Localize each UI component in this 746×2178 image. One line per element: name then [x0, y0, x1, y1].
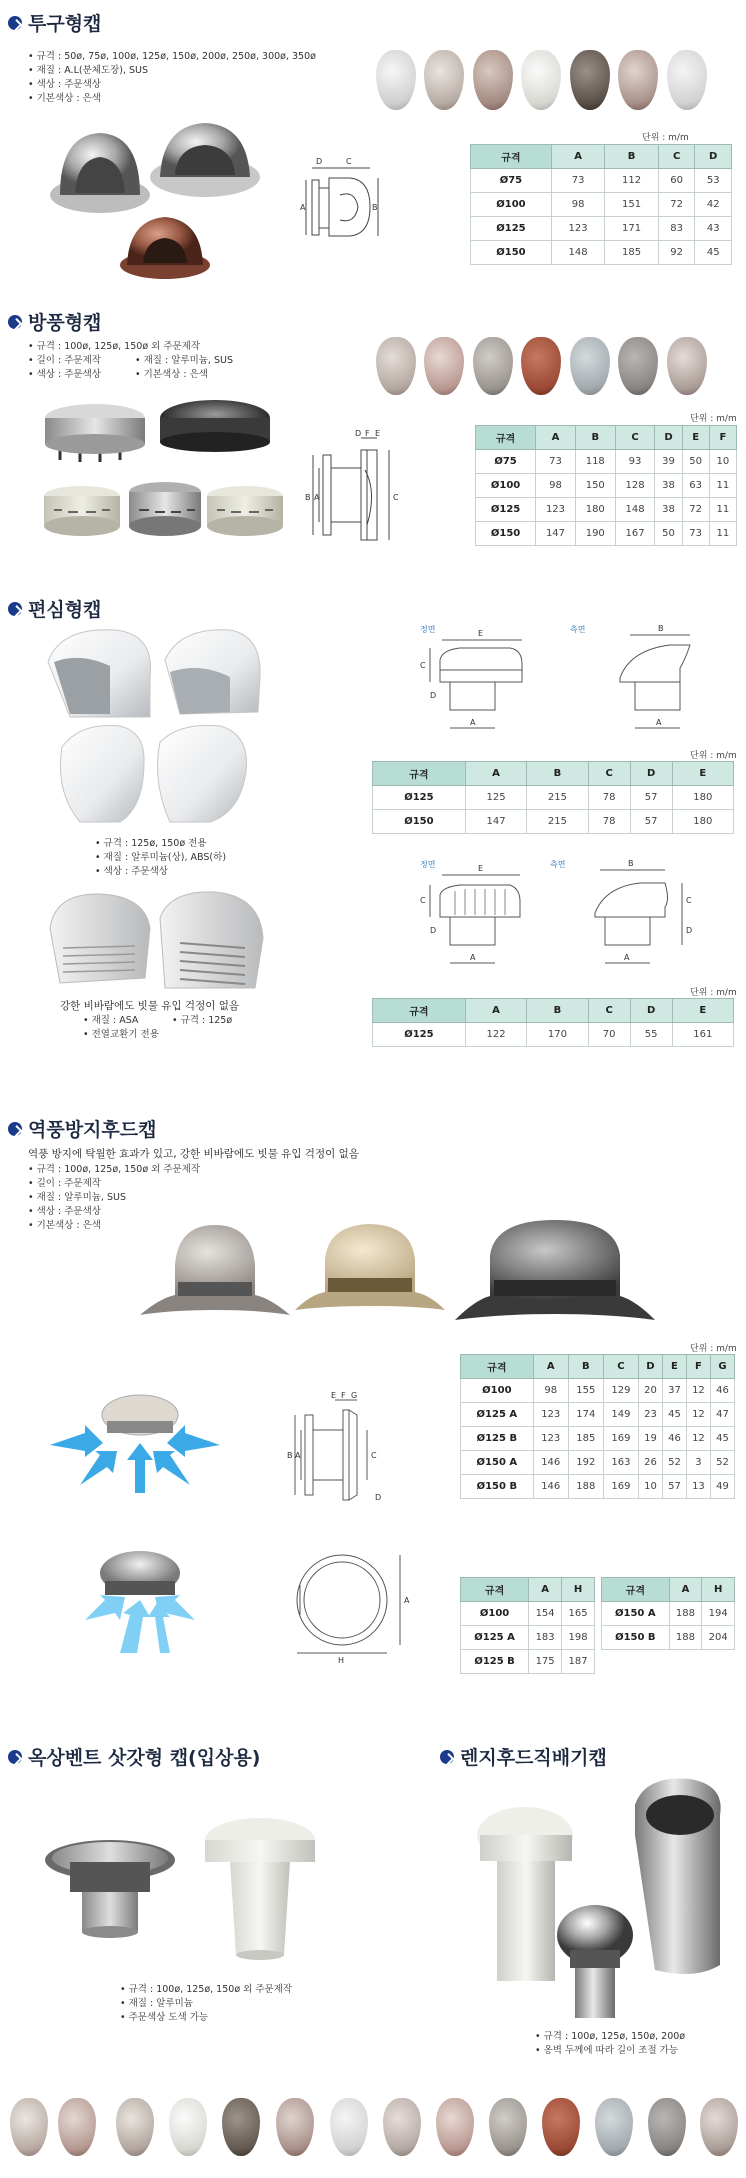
spec-bullets: • 규격 : 100ø, 125ø, 150ø, 200ø • 옹벽 두께에 따라 길이 조절 가능 — [535, 2031, 686, 2056]
table-cell: 190 — [575, 522, 615, 546]
table-header-cell: C — [588, 762, 630, 786]
section-title-backdraft-hood-cap: 역풍방지후드캡 — [8, 1115, 156, 1142]
table-header-cell: F — [686, 1355, 710, 1379]
table-cell: 123 — [536, 498, 576, 522]
table-cell: 78 — [588, 810, 630, 834]
spec-bullets-2-right: • 규격 : 125ø — [172, 1015, 233, 1026]
table-cell: 112 — [605, 169, 658, 193]
table-cell: 50 — [682, 450, 709, 474]
svg-text:B: B — [372, 203, 378, 212]
svg-text:C: C — [346, 157, 352, 166]
table-cell: 92 — [658, 241, 695, 265]
table-cell: 83 — [658, 217, 695, 241]
table-cell: Ø75 — [476, 450, 536, 474]
table-cell: 47 — [710, 1403, 734, 1427]
table-header-cell: D — [695, 145, 732, 169]
table-cell: 215 — [527, 786, 588, 810]
table-header-cell: G — [710, 1355, 734, 1379]
table-cell: 38 — [655, 474, 682, 498]
table-header-cell: 규격 — [373, 762, 466, 786]
spec-table-eccentric-1 — [372, 761, 734, 834]
table-cell: 26 — [638, 1451, 662, 1475]
table-row — [373, 786, 734, 810]
table-header-cell: A — [669, 1578, 702, 1602]
section-title-windproof-cap: 방풍형캡 — [8, 308, 101, 335]
table-header-cell: A — [529, 1578, 562, 1602]
spec-bullets: • 규격 : 100ø, 125ø, 150ø 외 주문제작 • 길이 : 주문제작 • 재질 : 알루미늄, SUS • 색상 : 주문색상 • 기본색상 : 은색 — [28, 1164, 201, 1231]
section-title-rooftop-vent-cap: 옥상벤트 삿갓형 캡(입상용) — [8, 1743, 261, 1770]
table-cell: 73 — [682, 522, 709, 546]
table-header-cell: B — [568, 1355, 603, 1379]
table-cell: 149 — [603, 1403, 638, 1427]
range-hood-cap-photo — [475, 1775, 745, 2025]
table-cell: 118 — [575, 450, 615, 474]
table-cell: 198 — [562, 1626, 595, 1650]
svg-text:A: A — [314, 493, 320, 502]
table-cell: 10 — [709, 450, 736, 474]
table-cell: 3 — [686, 1451, 710, 1475]
section-title-helmet-cap: 투구형캡 — [8, 9, 101, 36]
table-header-cell: D — [630, 762, 672, 786]
table-cell: Ø150 A — [461, 1451, 534, 1475]
intro-text: 역풍 방지에 탁월한 효과가 있고, 강한 비바람에도 빗물 유입 걱정이 없음 — [28, 1148, 359, 1160]
check-circle-icon — [8, 1122, 22, 1136]
table-cell: 60 — [658, 169, 695, 193]
table-cell: Ø100 — [461, 1379, 534, 1403]
table-header-cell: 규격 — [602, 1578, 670, 1602]
backdraft-hood-diagram-side — [275, 1390, 425, 1510]
svg-text:정면: 정면 — [420, 860, 436, 869]
table-cell: Ø125 B — [461, 1427, 534, 1451]
caption-text: 강한 비바람에도 빗물 유입 걱정이 없음 — [60, 1000, 239, 1012]
section-title-eccentric-cap: 편심형캡 — [8, 595, 101, 622]
svg-text:D: D — [686, 926, 693, 935]
table-cell: Ø150 B — [461, 1475, 534, 1499]
table-cell: 52 — [710, 1451, 734, 1475]
table-cell: 45 — [710, 1427, 734, 1451]
table-cell: 123 — [533, 1403, 568, 1427]
table-cell: 123 — [551, 217, 604, 241]
table-cell: Ø125 — [476, 498, 536, 522]
table-row — [602, 1626, 735, 1650]
table-row — [461, 1403, 735, 1427]
unit-label: 단위 : m/m — [690, 751, 737, 761]
table-cell: 73 — [551, 169, 604, 193]
svg-text:A: A — [656, 718, 662, 727]
table-row — [471, 217, 732, 241]
unit-label: 단위 : m/m — [690, 988, 737, 998]
table-cell: 175 — [529, 1650, 562, 1674]
table-cell: 72 — [682, 498, 709, 522]
table-cell: 50 — [655, 522, 682, 546]
spec-bullets-right: • 재질 : 알루미늄, SUS • 기본색상 : 은색 — [135, 355, 233, 380]
table-cell: 147 — [536, 522, 576, 546]
eccentric-cap-diagram-1 — [390, 620, 730, 740]
table-header-cell: 규격 — [461, 1578, 529, 1602]
check-circle-icon — [440, 1750, 454, 1764]
table-cell: Ø125 A — [461, 1626, 529, 1650]
table-cell: Ø150 — [476, 522, 536, 546]
table-cell: Ø75 — [471, 169, 552, 193]
svg-text:B: B — [628, 859, 634, 868]
windproof-cap-photo — [40, 398, 290, 563]
table-cell: 167 — [615, 522, 655, 546]
table-cell: 150 — [575, 474, 615, 498]
table-header-cell: F — [709, 426, 736, 450]
table-header-cell: A — [536, 426, 576, 450]
table-cell: 45 — [695, 241, 732, 265]
svg-text:A: A — [624, 953, 630, 962]
table-cell: 39 — [655, 450, 682, 474]
table-row — [476, 450, 737, 474]
table-cell: 185 — [605, 241, 658, 265]
eccentric-cap-diagram-2 — [390, 855, 730, 975]
backdraft-hood-diagram-front — [280, 1545, 430, 1665]
table-cell: 146 — [533, 1475, 568, 1499]
airflow-illustration-2 — [45, 1545, 225, 1655]
table-cell: 98 — [536, 474, 576, 498]
table-header-cell: A — [551, 145, 604, 169]
table-header-cell: H — [702, 1578, 735, 1602]
table-cell: 98 — [551, 193, 604, 217]
table-cell: 165 — [562, 1602, 595, 1626]
table-cell: 171 — [605, 217, 658, 241]
unit-label: 단위 : m/m — [690, 1344, 737, 1354]
svg-text:A: A — [300, 203, 306, 212]
table-cell: Ø100 — [471, 193, 552, 217]
table-cell: 215 — [527, 810, 588, 834]
table-cell: Ø125 — [373, 1023, 466, 1047]
table-cell: Ø150 — [373, 810, 466, 834]
unit-label: 단위 : m/m — [642, 133, 689, 143]
table-header-cell: B — [605, 145, 658, 169]
table-cell: 188 — [568, 1475, 603, 1499]
check-circle-icon — [8, 602, 22, 616]
table-cell: 147 — [465, 810, 526, 834]
table-cell: Ø150 A — [602, 1602, 670, 1626]
check-circle-icon — [8, 1750, 22, 1764]
spec-table-helmet — [470, 144, 732, 265]
table-cell: 45 — [662, 1403, 686, 1427]
table-row — [461, 1475, 735, 1499]
table-header-cell: D — [655, 426, 682, 450]
table-row — [602, 1602, 735, 1626]
table-cell: 11 — [709, 522, 736, 546]
table-header-cell: 규격 — [471, 145, 552, 169]
table-row — [476, 498, 737, 522]
table-row — [461, 1650, 595, 1674]
svg-text:D: D — [316, 157, 323, 166]
table-cell: 49 — [710, 1475, 734, 1499]
table-header-cell: A — [465, 762, 526, 786]
table-header-cell: A — [533, 1355, 568, 1379]
table-cell: 188 — [669, 1602, 702, 1626]
table-cell: 37 — [662, 1379, 686, 1403]
table-cell: 151 — [605, 193, 658, 217]
table-row — [461, 1602, 595, 1626]
table-header-cell: B — [527, 762, 588, 786]
table-cell: 63 — [682, 474, 709, 498]
table-cell: 23 — [638, 1403, 662, 1427]
svg-text:B: B — [658, 624, 664, 633]
svg-text:D: D — [375, 1493, 382, 1502]
spec-table-eccentric-2 — [372, 998, 734, 1047]
table-header-cell: E — [672, 999, 733, 1023]
rooftop-vent-photo — [40, 1800, 340, 1980]
table-cell: 180 — [575, 498, 615, 522]
table-cell: 57 — [630, 786, 672, 810]
spec-bullets: • 규격 : 100ø, 125ø, 150ø 외 주문제작 • 재질 : 알루미늄 • 주문색상 도색 가능 — [120, 1984, 293, 2023]
table-cell: 155 — [568, 1379, 603, 1403]
table-cell: 163 — [603, 1451, 638, 1475]
table-cell: 194 — [702, 1602, 735, 1626]
table-cell: 20 — [638, 1379, 662, 1403]
table-cell: 78 — [588, 786, 630, 810]
table-cell: 53 — [695, 169, 732, 193]
table-cell: 52 — [662, 1451, 686, 1475]
table-cell: 129 — [603, 1379, 638, 1403]
table-cell: 174 — [568, 1403, 603, 1427]
asa-cap-photo — [45, 888, 265, 993]
table-cell: 192 — [568, 1451, 603, 1475]
table-cell: 125 — [465, 786, 526, 810]
windproof-cap-diagram — [305, 430, 405, 555]
table-cell: Ø150 B — [602, 1626, 670, 1650]
svg-text:C: C — [393, 493, 399, 502]
table-cell: 72 — [658, 193, 695, 217]
table-cell: 46 — [710, 1379, 734, 1403]
table-header-cell: A — [465, 999, 526, 1023]
table-header-cell: E — [662, 1355, 686, 1379]
table-cell: 122 — [465, 1023, 526, 1047]
table-cell: 70 — [588, 1023, 630, 1047]
table-header-cell: E — [682, 426, 709, 450]
table-cell: 180 — [672, 810, 733, 834]
table-cell: 55 — [630, 1023, 672, 1047]
spec-table-backdraft — [460, 1354, 735, 1499]
table-row — [461, 1427, 735, 1451]
spec-bullets: • 규격 : 125ø, 150ø 전용 • 재질 : 알루미늄(상), ABS(하) • 색상 : 주문색상 — [95, 838, 227, 877]
svg-text:A: A — [295, 1451, 301, 1460]
svg-text:A: A — [470, 718, 476, 727]
svg-text:A: A — [404, 1596, 410, 1605]
table-cell: 187 — [562, 1650, 595, 1674]
table-cell: 42 — [695, 193, 732, 217]
table-cell: 180 — [672, 786, 733, 810]
table-cell: 12 — [686, 1379, 710, 1403]
table-cell: 188 — [669, 1626, 702, 1650]
svg-text:C: C — [420, 661, 426, 670]
svg-text:측면: 측면 — [550, 860, 566, 869]
table-header-cell: 규격 — [476, 426, 536, 450]
table-cell: 93 — [615, 450, 655, 474]
svg-text:E: E — [331, 1391, 337, 1400]
table-cell: 161 — [672, 1023, 733, 1047]
table-cell: 154 — [529, 1602, 562, 1626]
table-cell: 13 — [686, 1475, 710, 1499]
table-cell: 169 — [603, 1475, 638, 1499]
helmet-cap-diagram — [300, 150, 380, 270]
table-row — [471, 169, 732, 193]
svg-text:C: C — [371, 1451, 377, 1460]
table-header-cell: C — [658, 145, 695, 169]
svg-text:D: D — [430, 926, 437, 935]
table-cell: 185 — [568, 1427, 603, 1451]
table-cell: 57 — [630, 810, 672, 834]
table-header-cell: B — [527, 999, 588, 1023]
backdraft-hood-photo — [130, 1220, 730, 1340]
table-cell: Ø100 — [461, 1602, 529, 1626]
svg-text:정면: 정면 — [420, 625, 436, 634]
section-title-range-hood-cap: 렌지후드직배기캡 — [440, 1743, 607, 1770]
spec-bullets-2: • 재질 : ASA • 전열교환기 전용 — [83, 1015, 159, 1040]
svg-text:C: C — [686, 896, 692, 905]
table-cell: 148 — [615, 498, 655, 522]
table-cell: Ø125 — [373, 786, 466, 810]
svg-text:G: G — [351, 1391, 358, 1400]
table-cell: 12 — [686, 1403, 710, 1427]
table-cell: Ø125 A — [461, 1403, 534, 1427]
table-header-cell: C — [588, 999, 630, 1023]
table-header-cell: E — [672, 762, 733, 786]
check-circle-icon — [8, 315, 22, 329]
check-circle-icon — [8, 16, 22, 30]
table-header-cell: B — [575, 426, 615, 450]
table-row — [476, 474, 737, 498]
table-cell: 19 — [638, 1427, 662, 1451]
table-header-cell: 규격 — [373, 999, 466, 1023]
svg-text:E: E — [478, 864, 484, 873]
eccentric-cap-photo — [40, 622, 270, 832]
table-row — [461, 1451, 735, 1475]
table-header-cell: C — [603, 1355, 638, 1379]
table-cell: 12 — [686, 1427, 710, 1451]
table-row — [461, 1626, 595, 1650]
svg-text:E: E — [478, 629, 484, 638]
table-cell: Ø125 B — [461, 1650, 529, 1674]
table-cell: Ø100 — [476, 474, 536, 498]
table-header-cell: D — [638, 1355, 662, 1379]
table-cell: 146 — [533, 1451, 568, 1475]
svg-text:B: B — [305, 493, 311, 502]
spec-bullets: • 규격 : 100ø, 125ø, 150ø 외 주문제작 • 길이 : 주문제작 • 색상 : 주문색상 — [28, 341, 201, 380]
table-cell: Ø125 — [471, 217, 552, 241]
table-cell: 98 — [533, 1379, 568, 1403]
svg-text:H: H — [338, 1656, 345, 1665]
svg-text:D: D — [430, 691, 437, 700]
svg-text:C: C — [420, 896, 426, 905]
table-cell: 204 — [702, 1626, 735, 1650]
spec-table-ah-left — [460, 1577, 595, 1674]
svg-text:F: F — [365, 430, 370, 438]
svg-text:A: A — [470, 953, 476, 962]
table-cell: 148 — [551, 241, 604, 265]
table-header-cell: D — [630, 999, 672, 1023]
table-cell: 123 — [533, 1427, 568, 1451]
table-row — [471, 241, 732, 265]
table-cell: 11 — [709, 474, 736, 498]
table-cell: 46 — [662, 1427, 686, 1451]
svg-text:F: F — [341, 1391, 346, 1400]
table-row — [471, 193, 732, 217]
table-row — [461, 1379, 735, 1403]
table-header-cell: 규격 — [461, 1355, 534, 1379]
table-cell: 43 — [695, 217, 732, 241]
table-cell: 169 — [603, 1427, 638, 1451]
table-row — [373, 810, 734, 834]
table-cell: 11 — [709, 498, 736, 522]
table-header-cell: C — [615, 426, 655, 450]
table-cell: 57 — [662, 1475, 686, 1499]
airflow-illustration-1 — [45, 1385, 225, 1495]
spec-table-windproof — [475, 425, 737, 546]
spec-table-ah-right — [601, 1577, 735, 1650]
svg-text:B: B — [287, 1451, 293, 1460]
unit-label: 단위 : m/m — [690, 414, 737, 424]
table-cell: 73 — [536, 450, 576, 474]
spec-bullets: • 규격 : 50ø, 75ø, 100ø, 125ø, 150ø, 200ø, 250ø, 300ø, 350ø • 재질 : A.L(분체도장), SUS • 색상 : 주문색상 • 기본색상 : 은색 — [28, 51, 316, 104]
table-row — [476, 522, 737, 546]
table-cell: 128 — [615, 474, 655, 498]
table-header-cell: H — [562, 1578, 595, 1602]
table-cell: 38 — [655, 498, 682, 522]
table-cell: Ø150 — [471, 241, 552, 265]
svg-text:E: E — [375, 430, 381, 438]
table-row — [373, 1023, 734, 1047]
svg-text:측면: 측면 — [570, 625, 586, 634]
table-cell: 183 — [529, 1626, 562, 1650]
table-cell: 10 — [638, 1475, 662, 1499]
table-cell: 170 — [527, 1023, 588, 1047]
svg-text:D: D — [355, 430, 362, 438]
helmet-cap-photo — [45, 115, 285, 285]
